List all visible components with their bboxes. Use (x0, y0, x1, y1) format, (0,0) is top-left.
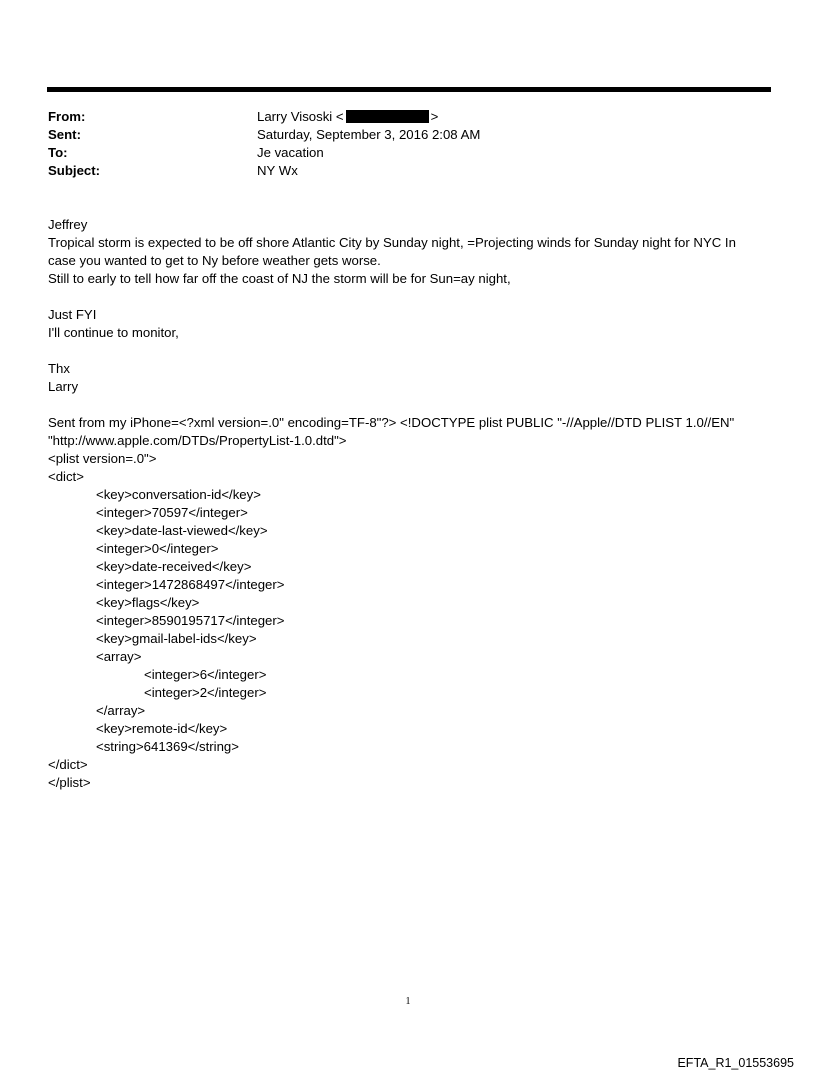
signature-line: "http://www.apple.com/DTDs/PropertyList-1.0.dtd"> (48, 433, 347, 448)
page-number: 1 (405, 996, 411, 1007)
from-name: Larry Visoski < (257, 109, 344, 124)
sent-label: Sent: (48, 127, 81, 142)
from-label: From: (48, 109, 86, 124)
plist-line: </array> (96, 703, 146, 718)
body-line: Tropical storm is expected to be off shore Atlantic City by Sunday night, =Projecting winds for Sunday night for NYC In (48, 235, 736, 250)
plist-line: <dict> (48, 469, 84, 484)
body-line: Still to early to tell how far off the coast of NJ the storm will be for Sun=ay night, (48, 271, 511, 286)
to-value: Je vacation (257, 145, 324, 160)
plist-line: <integer>70597</integer> (96, 505, 248, 520)
plist-line: <key>date-last-viewed</key> (96, 523, 268, 538)
from-value (257, 108, 438, 126)
plist-line: <key>conversation-id</key> (96, 487, 261, 502)
to-label: To: (48, 145, 68, 160)
from-bracket: > (430, 109, 439, 124)
plist-line: <key>date-received</key> (96, 559, 252, 574)
subject-label: Subject: (48, 163, 101, 178)
plist-line: <integer>6</integer> (144, 667, 267, 682)
body-line: case you wanted to get to Ny before weather gets worse. (48, 253, 381, 268)
plist-line: <array> (96, 649, 142, 664)
plist-line: <plist version=.0"> (48, 451, 157, 466)
plist-line: <key>gmail-label-ids</key> (96, 631, 257, 646)
redaction-box (346, 110, 429, 123)
body-line: Just FYI (48, 307, 97, 322)
header-rule (47, 87, 771, 92)
signature-line: Sent from my iPhone=<?xml version=.0" encoding=TF-8"?> <!DOCTYPE plist PUBLIC "-//Apple//DTD PLIST 1.0//EN" (48, 415, 735, 430)
sender-name: Larry (48, 379, 79, 394)
plist-line: <string>641369</string> (96, 739, 239, 754)
greeting: Jeffrey (48, 217, 88, 232)
body-line: I'll continue to monitor, (48, 325, 179, 340)
bates-stamp: EFTA_R1_01553695 (677, 1056, 794, 1070)
plist-line: <integer>8590195717</integer> (96, 613, 285, 628)
plist-line: <integer>2</integer> (144, 685, 267, 700)
subject-value: NY Wx (257, 163, 298, 178)
plist-line: <integer>1472868497</integer> (96, 577, 285, 592)
sent-value: Saturday, September 3, 2016 2:08 AM (257, 127, 481, 142)
plist-line: </plist> (48, 775, 91, 790)
plist-line: <key>flags</key> (96, 595, 200, 610)
plist-line: <integer>0</integer> (96, 541, 219, 556)
plist-line: </dict> (48, 757, 88, 772)
email-body (48, 216, 768, 792)
plist-line: <key>remote-id</key> (96, 721, 228, 736)
sign-off: Thx (48, 361, 70, 376)
